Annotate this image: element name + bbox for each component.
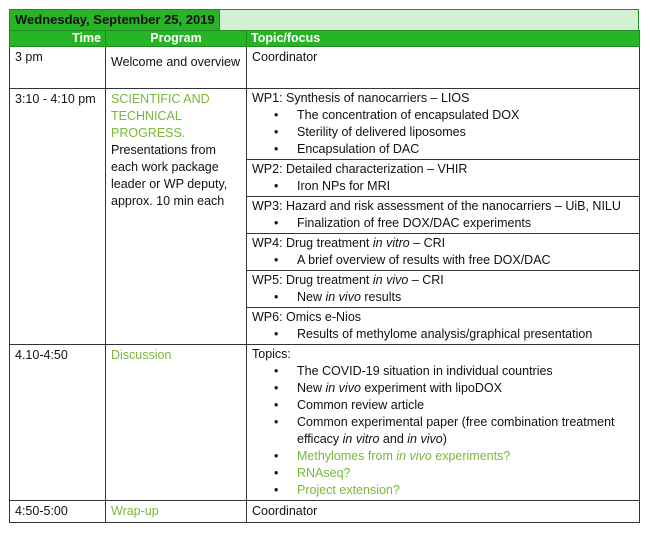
item-text: ): [442, 432, 447, 446]
wp-title: WP1: Synthesis of nanocarriers – LIOS: [252, 91, 470, 105]
wp-items: [252, 178, 634, 195]
wp-title-text: – CRI: [408, 273, 444, 287]
list-item: [297, 380, 634, 397]
item-emphasis: in vivo: [396, 449, 432, 463]
item-text: and: [379, 432, 408, 446]
wp-title: [252, 272, 634, 289]
list-item: • Iron NPs for MRI: [297, 178, 634, 195]
time-cell: 4.10-4:50: [10, 345, 106, 501]
wp-items: [252, 107, 634, 158]
wp-title: WP3: Hazard and risk assessment of the nanocarriers – UiB, NILU: [252, 199, 621, 213]
column-header-row: [10, 31, 640, 47]
list-item: • Common review article: [297, 397, 634, 414]
item-text: Common experimental paper (free combination treatment efficacy: [297, 415, 615, 446]
wp-items: [252, 215, 634, 232]
wp-title: WP2: Detailed characterization – VHIR: [252, 162, 468, 176]
table-row: [10, 47, 640, 89]
program-cell: Wrap-up: [106, 501, 247, 523]
topic-cell: [247, 345, 640, 501]
table-row: [10, 89, 640, 160]
list-item: [297, 289, 634, 306]
list-item: • Sterility of delivered liposomes: [297, 124, 634, 141]
wp-title: WP6: Omics e-Nios: [252, 310, 362, 324]
list-item: • Encapsulation of DAC: [297, 141, 634, 158]
wp-cell: [247, 234, 640, 271]
wp-title-text: – CRI: [409, 236, 446, 250]
time-cell: 3 pm: [10, 47, 106, 89]
item-text: experiment with lipoDOX: [360, 381, 502, 395]
agenda: [9, 9, 639, 523]
program-text: Welcome and overview: [111, 55, 240, 69]
agenda-table: [9, 30, 640, 523]
topics-label: Topics:: [252, 347, 291, 361]
wp-title-text: WP4: Drug treatment: [252, 236, 373, 250]
list-item: • Results of methylome analysis/graphical presentation: [297, 326, 634, 343]
wp-title-emphasis: in vivo: [372, 273, 409, 287]
item-emphasis: in vitro: [342, 432, 380, 446]
program-cell: [106, 89, 247, 345]
list-item: [297, 448, 634, 465]
wp-title-text: WP5: Drug treatment: [252, 273, 373, 287]
item-text: experiments?: [431, 449, 511, 463]
program-highlight: SCIENTIFIC AND TECHNICAL PROGRESS.: [111, 92, 210, 140]
list-item: • RNAseq?: [297, 465, 634, 482]
wp-items: [252, 252, 634, 269]
item-text: New: [297, 290, 326, 304]
item-emphasis: in vivo: [325, 290, 361, 304]
list-item: [297, 414, 634, 448]
wp-cell: [247, 160, 640, 197]
time-cell: 3:10 - 4:10 pm: [10, 89, 106, 345]
list-item: • Finalization of free DOX/DAC experiments: [297, 215, 634, 232]
list-item: • The COVID-19 situation in individual countries: [297, 363, 634, 380]
item-emphasis: in vivo: [325, 381, 361, 395]
list-item: • A brief overview of results with free DOX/DAC: [297, 252, 634, 269]
program-text: Presentations from each work package leader or WP deputy, approx. 10 min each: [111, 143, 228, 208]
topic-cell: Coordinator: [247, 501, 640, 523]
wp-cell: [247, 271, 640, 308]
wp-cell: [247, 89, 640, 160]
item-text: New: [297, 381, 326, 395]
date-header: [9, 9, 639, 30]
item-text: results: [360, 290, 402, 304]
item-text: Methylomes from: [297, 449, 397, 463]
column-header-topic: Topic/focus: [247, 31, 640, 47]
program-cell: Discussion: [106, 345, 247, 501]
wp-cell: [247, 197, 640, 234]
table-row: [10, 345, 640, 501]
list-item: • The concentration of encapsulated DOX: [297, 107, 634, 124]
program-cell: [106, 47, 247, 89]
topic-cell: Coordinator: [247, 47, 640, 89]
date-label: Wednesday, September 25, 2019: [10, 10, 219, 30]
column-header-time: Time: [10, 31, 106, 47]
item-emphasis: in vivo: [407, 432, 443, 446]
list-item: • Project extension?: [297, 482, 634, 499]
wp-items: [252, 289, 634, 306]
date-header-fill: [219, 10, 638, 30]
wp-items: [252, 326, 634, 343]
column-header-program: Program: [106, 31, 247, 47]
wp-cell: [247, 308, 640, 345]
wp-title-emphasis: in vitro: [372, 236, 410, 250]
time-cell: 4:50-5:00: [10, 501, 106, 523]
wp-title: [252, 235, 634, 252]
topics-list: [252, 363, 634, 499]
table-row: [10, 501, 640, 523]
